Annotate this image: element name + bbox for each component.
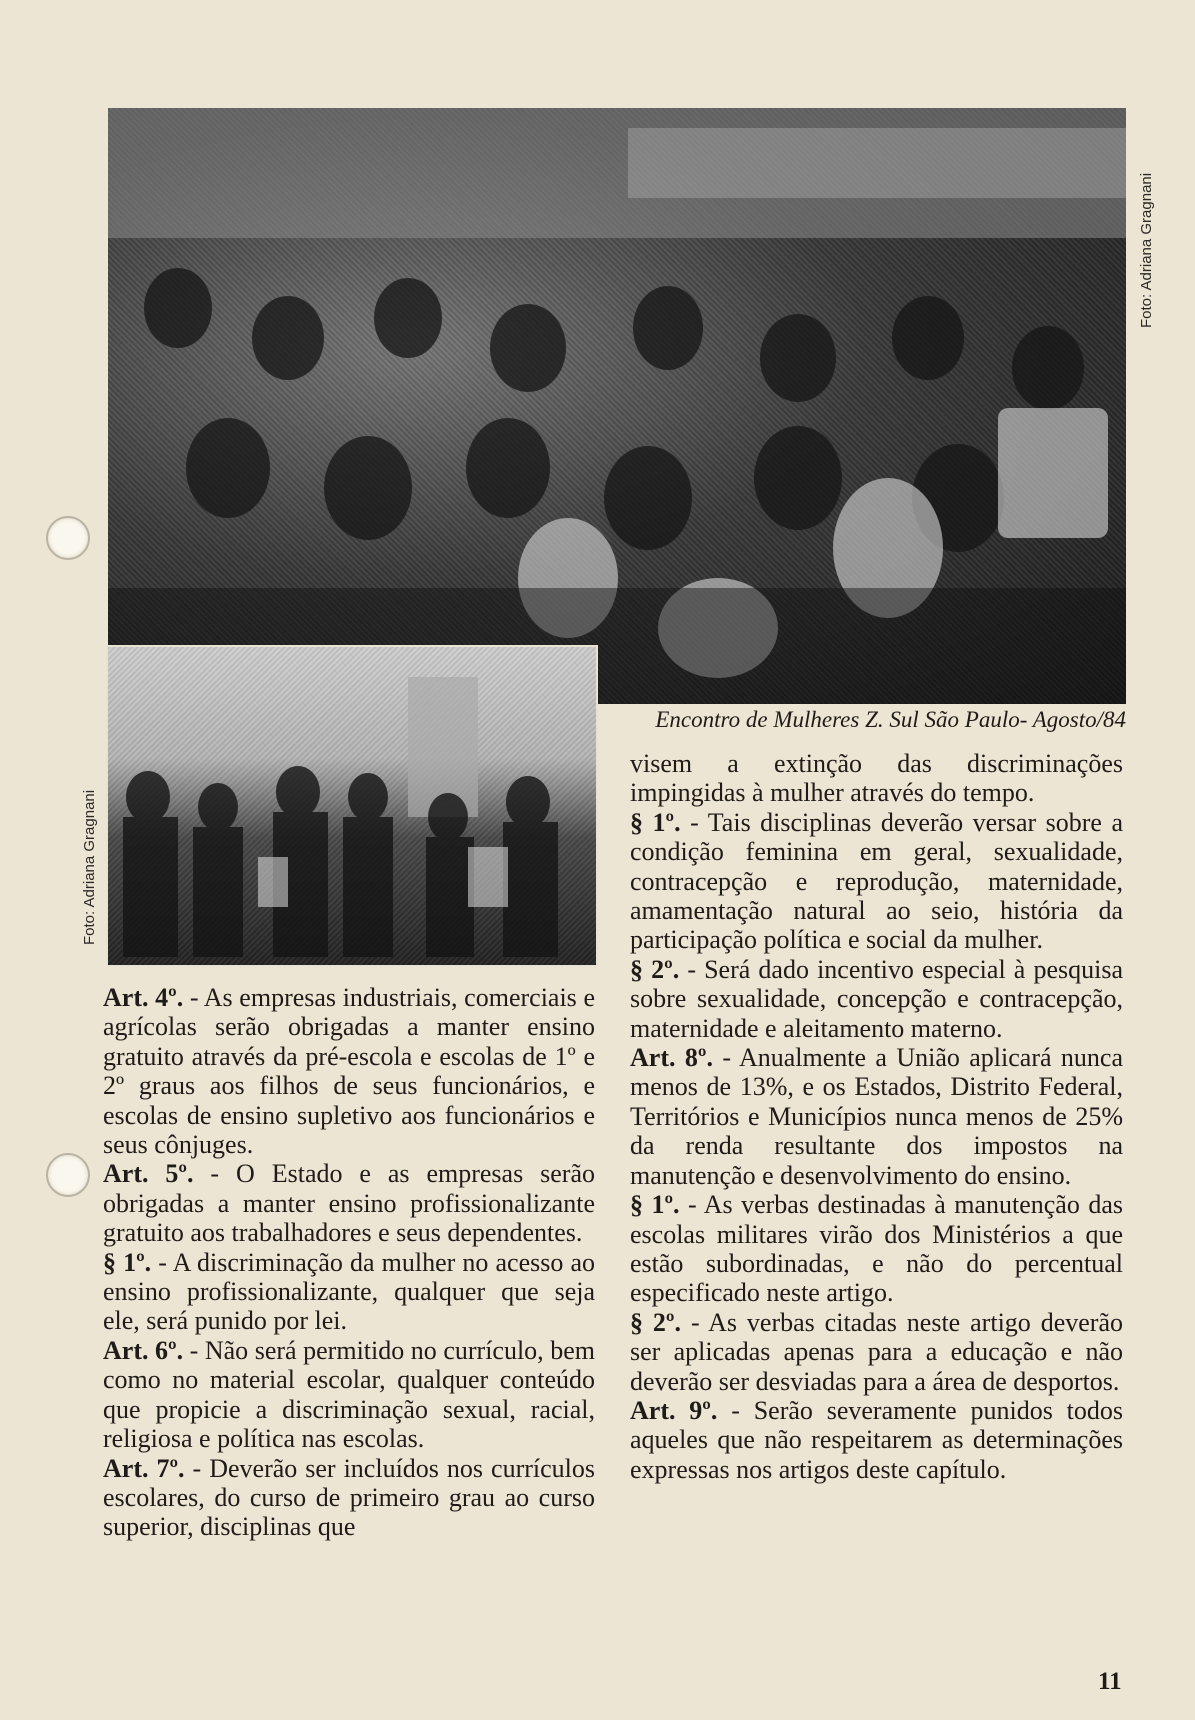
dancers-silhouettes bbox=[108, 647, 596, 965]
audience-silhouettes bbox=[108, 108, 1126, 704]
article-heading: Art. 4º. bbox=[103, 983, 184, 1012]
paragraph-text: visem a extinção das discriminações impingidas à mulher através do tempo. bbox=[630, 749, 1123, 808]
paragraph-text: - Deverão ser incluídos nos currículos escolares, do curso de primeiro grau ao curso superior, disciplinas que bbox=[103, 1453, 595, 1542]
photo-credit-top: Foto: Adriana Gragnani bbox=[1138, 172, 1155, 328]
paragraph bbox=[630, 1308, 1123, 1396]
paragraph bbox=[630, 1043, 1123, 1190]
punch-hole-bottom bbox=[46, 1153, 90, 1197]
article-heading: Art. 5º. bbox=[103, 1159, 194, 1189]
paragraph-text: - O Estado e as empresas serão obrigadas a manter ensino profissionalizante gratuito aos trabalhadores e seus dependentes. bbox=[103, 1159, 595, 1248]
paragraph-text: - Serão severamente punidos todos aqueles que não respeitarem as determinações expressas nos artigos deste capítulo. bbox=[630, 1395, 1123, 1484]
paragraph bbox=[103, 1159, 595, 1247]
photo-credit-bottom: Foto: Adriana Gragnani bbox=[81, 789, 98, 945]
paragraph bbox=[630, 808, 1123, 955]
paragraph bbox=[103, 1454, 595, 1542]
article-heading: Art. 7º. bbox=[103, 1453, 185, 1483]
article-heading: Art. 9º. bbox=[630, 1395, 718, 1425]
paragraph-text: - As verbas citadas neste artigo deverão ser aplicadas apenas para a educação e não deverão ser desviadas para a área de desportos. bbox=[630, 1307, 1123, 1396]
meeting-audience-photo bbox=[108, 108, 1126, 704]
paragraph bbox=[630, 749, 1123, 808]
paragraph-text: - Não será permitido no currículo, bem como no material escolar, qualquer conteúdo que propicie a discriminação sexual, racial, religiosa e política nas escolas. bbox=[103, 1335, 595, 1454]
paragraph bbox=[630, 955, 1123, 1043]
paragraph-text: - Tais disciplinas deverão versar sobre a condição feminina em geral, sexualidade, contracepção e reprodução, maternidade, amamentação natural ao seio, história da participação política e social da mulher. bbox=[630, 807, 1123, 955]
paragraph-text: - Anualmente a União aplicará nunca menos de 13%, e os Estados, Distrito Federal, Territórios e Municípios nunca menos de 25% da renda resultante dos impostos na manutenção e desenvolvimento do ensino. bbox=[630, 1043, 1124, 1190]
article-heading: § 1º. bbox=[630, 1190, 680, 1220]
paragraph-text: - A discriminação da mulher no acesso ao ensino profissionalizante, qualquer que seja ele, será punido por lei. bbox=[103, 1247, 595, 1336]
paragraph bbox=[630, 1396, 1123, 1484]
article-heading: § 2º. bbox=[630, 1307, 682, 1337]
paragraph bbox=[103, 1336, 595, 1454]
article-heading: § 1º. bbox=[103, 1247, 152, 1277]
paragraph-text: - As empresas industriais, comerciais e agrícolas serão obrigadas a manter ensino gratuito através da pré-escola e escolas de 1º e 2º graus aos filhos de seus funcionários, e escolas de ensino supletivo aos funcionários e seus cônjuges. bbox=[103, 983, 595, 1160]
article-heading: Art. 8º. bbox=[630, 1043, 713, 1073]
photo-caption: Encontro de Mulheres Z. Sul São Paulo- Agosto/84 bbox=[655, 707, 1126, 732]
right-text-column bbox=[630, 749, 1123, 1484]
paragraph bbox=[103, 1248, 595, 1336]
article-heading: § 1º. bbox=[630, 807, 681, 837]
paragraph-text: - As verbas destinadas à manutenção das escolas militares virão dos Ministérios a que estão subordinadas, e não do percentual especificado neste artigo. bbox=[630, 1190, 1123, 1308]
page-number: 11 bbox=[1098, 1668, 1122, 1695]
punch-hole-top bbox=[46, 516, 90, 560]
paragraph-text: - Será dado incentivo especial à pesquisa sobre sexualidade, concepção e contracepção, maternidade e aleitamento materno. bbox=[630, 954, 1123, 1043]
left-text-column bbox=[103, 983, 595, 1542]
article-heading: Art. 6º. bbox=[103, 1335, 184, 1365]
dancing-women-photo bbox=[106, 645, 598, 967]
paragraph bbox=[630, 1190, 1123, 1308]
paragraph bbox=[103, 983, 595, 1159]
article-heading: § 2º. bbox=[630, 954, 680, 984]
